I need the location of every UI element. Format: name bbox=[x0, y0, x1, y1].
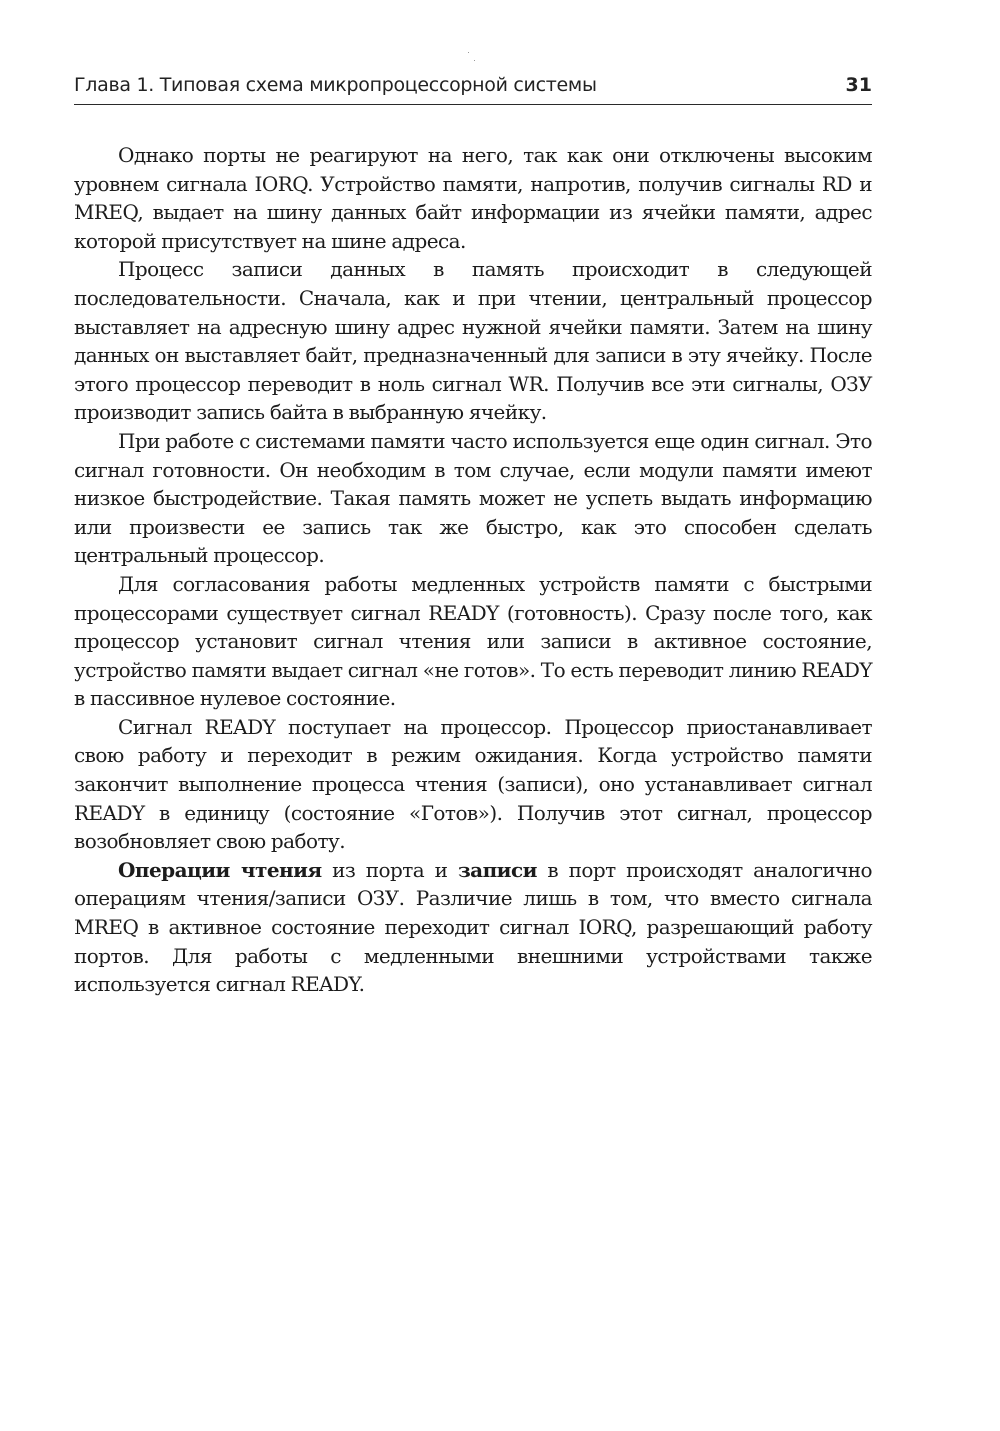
body-text bbox=[74, 141, 872, 999]
paragraph-io-operations bbox=[74, 856, 872, 999]
running-header bbox=[74, 72, 872, 105]
page-number: 31 bbox=[845, 74, 872, 96]
chapter-title: Глава 1. Типовая схема микропроцессорной системы bbox=[74, 74, 597, 96]
term-read-operations: Операции чтения bbox=[118, 857, 322, 882]
scan-speck bbox=[474, 60, 475, 61]
scan-speck bbox=[468, 52, 469, 53]
paragraph: Для согласования работы медленных устройств памяти с быстрыми процессорами существует сигнал READY (готовность). Сразу после того, как процессор установит сигнал чтения или записи в активное состояние, устройство памяти выдает сигнал «не готов». То есть переводит линию READY в пассивное нулевое состояние. bbox=[74, 571, 872, 711]
paragraph: Однако порты не реагируют на него, так как они отключены высоким уровнем сигнала IORQ. Устройство памяти, напротив, получив сигналы RD и MREQ, выдает на шину данных байт информации из ячейки памяти, адрес которой присутствует на шине адреса. bbox=[74, 143, 872, 253]
paragraph: При работе с системами памяти часто используется еще один сигнал. Это сигнал готовности. Он необходим в том случае, если модули памяти имеют низкое быстродействие. Такая память может не успеть выдать информацию или произвести ее запись так же быстро, как это способен сделать центральный процессор. bbox=[74, 428, 872, 568]
paragraph-text: из порта и bbox=[321, 857, 458, 882]
paragraph: Сигнал READY поступает на процессор. Процессор приостанавливает свою работу и переходит в режим ожидания. Когда устройство памяти закончит выполнение процесса чтения (записи), оно устанавливает сигнал READY в единицу (состояние «Готов»). Получив этот сигнал, процессор возобновляет свою работу. bbox=[74, 714, 872, 854]
term-write: записи bbox=[457, 857, 537, 882]
paragraph-text: в порт происходят аналогично операциям чтения/записи ОЗУ. Различие лишь в том, что вместо сигнала MREQ в активное состояние переходит сигнал IORQ, разрешающий работу портов. Для работы с медленными внешними устройствами также используется сигнал READY. bbox=[74, 857, 872, 997]
paragraph: Процесс записи данных в память происходит в следующей последовательности. Сначала, как и при чтении, центральный процессор выставляет на адресную шину адрес нужной ячейки памяти. Затем на шину данных он выставляет байт, предназначенный для записи в эту ячейку. После этого процессор переводит в ноль сигнал WR. Получив все эти сигналы, ОЗУ производит запись байта в выбранную ячейку. bbox=[74, 257, 872, 425]
